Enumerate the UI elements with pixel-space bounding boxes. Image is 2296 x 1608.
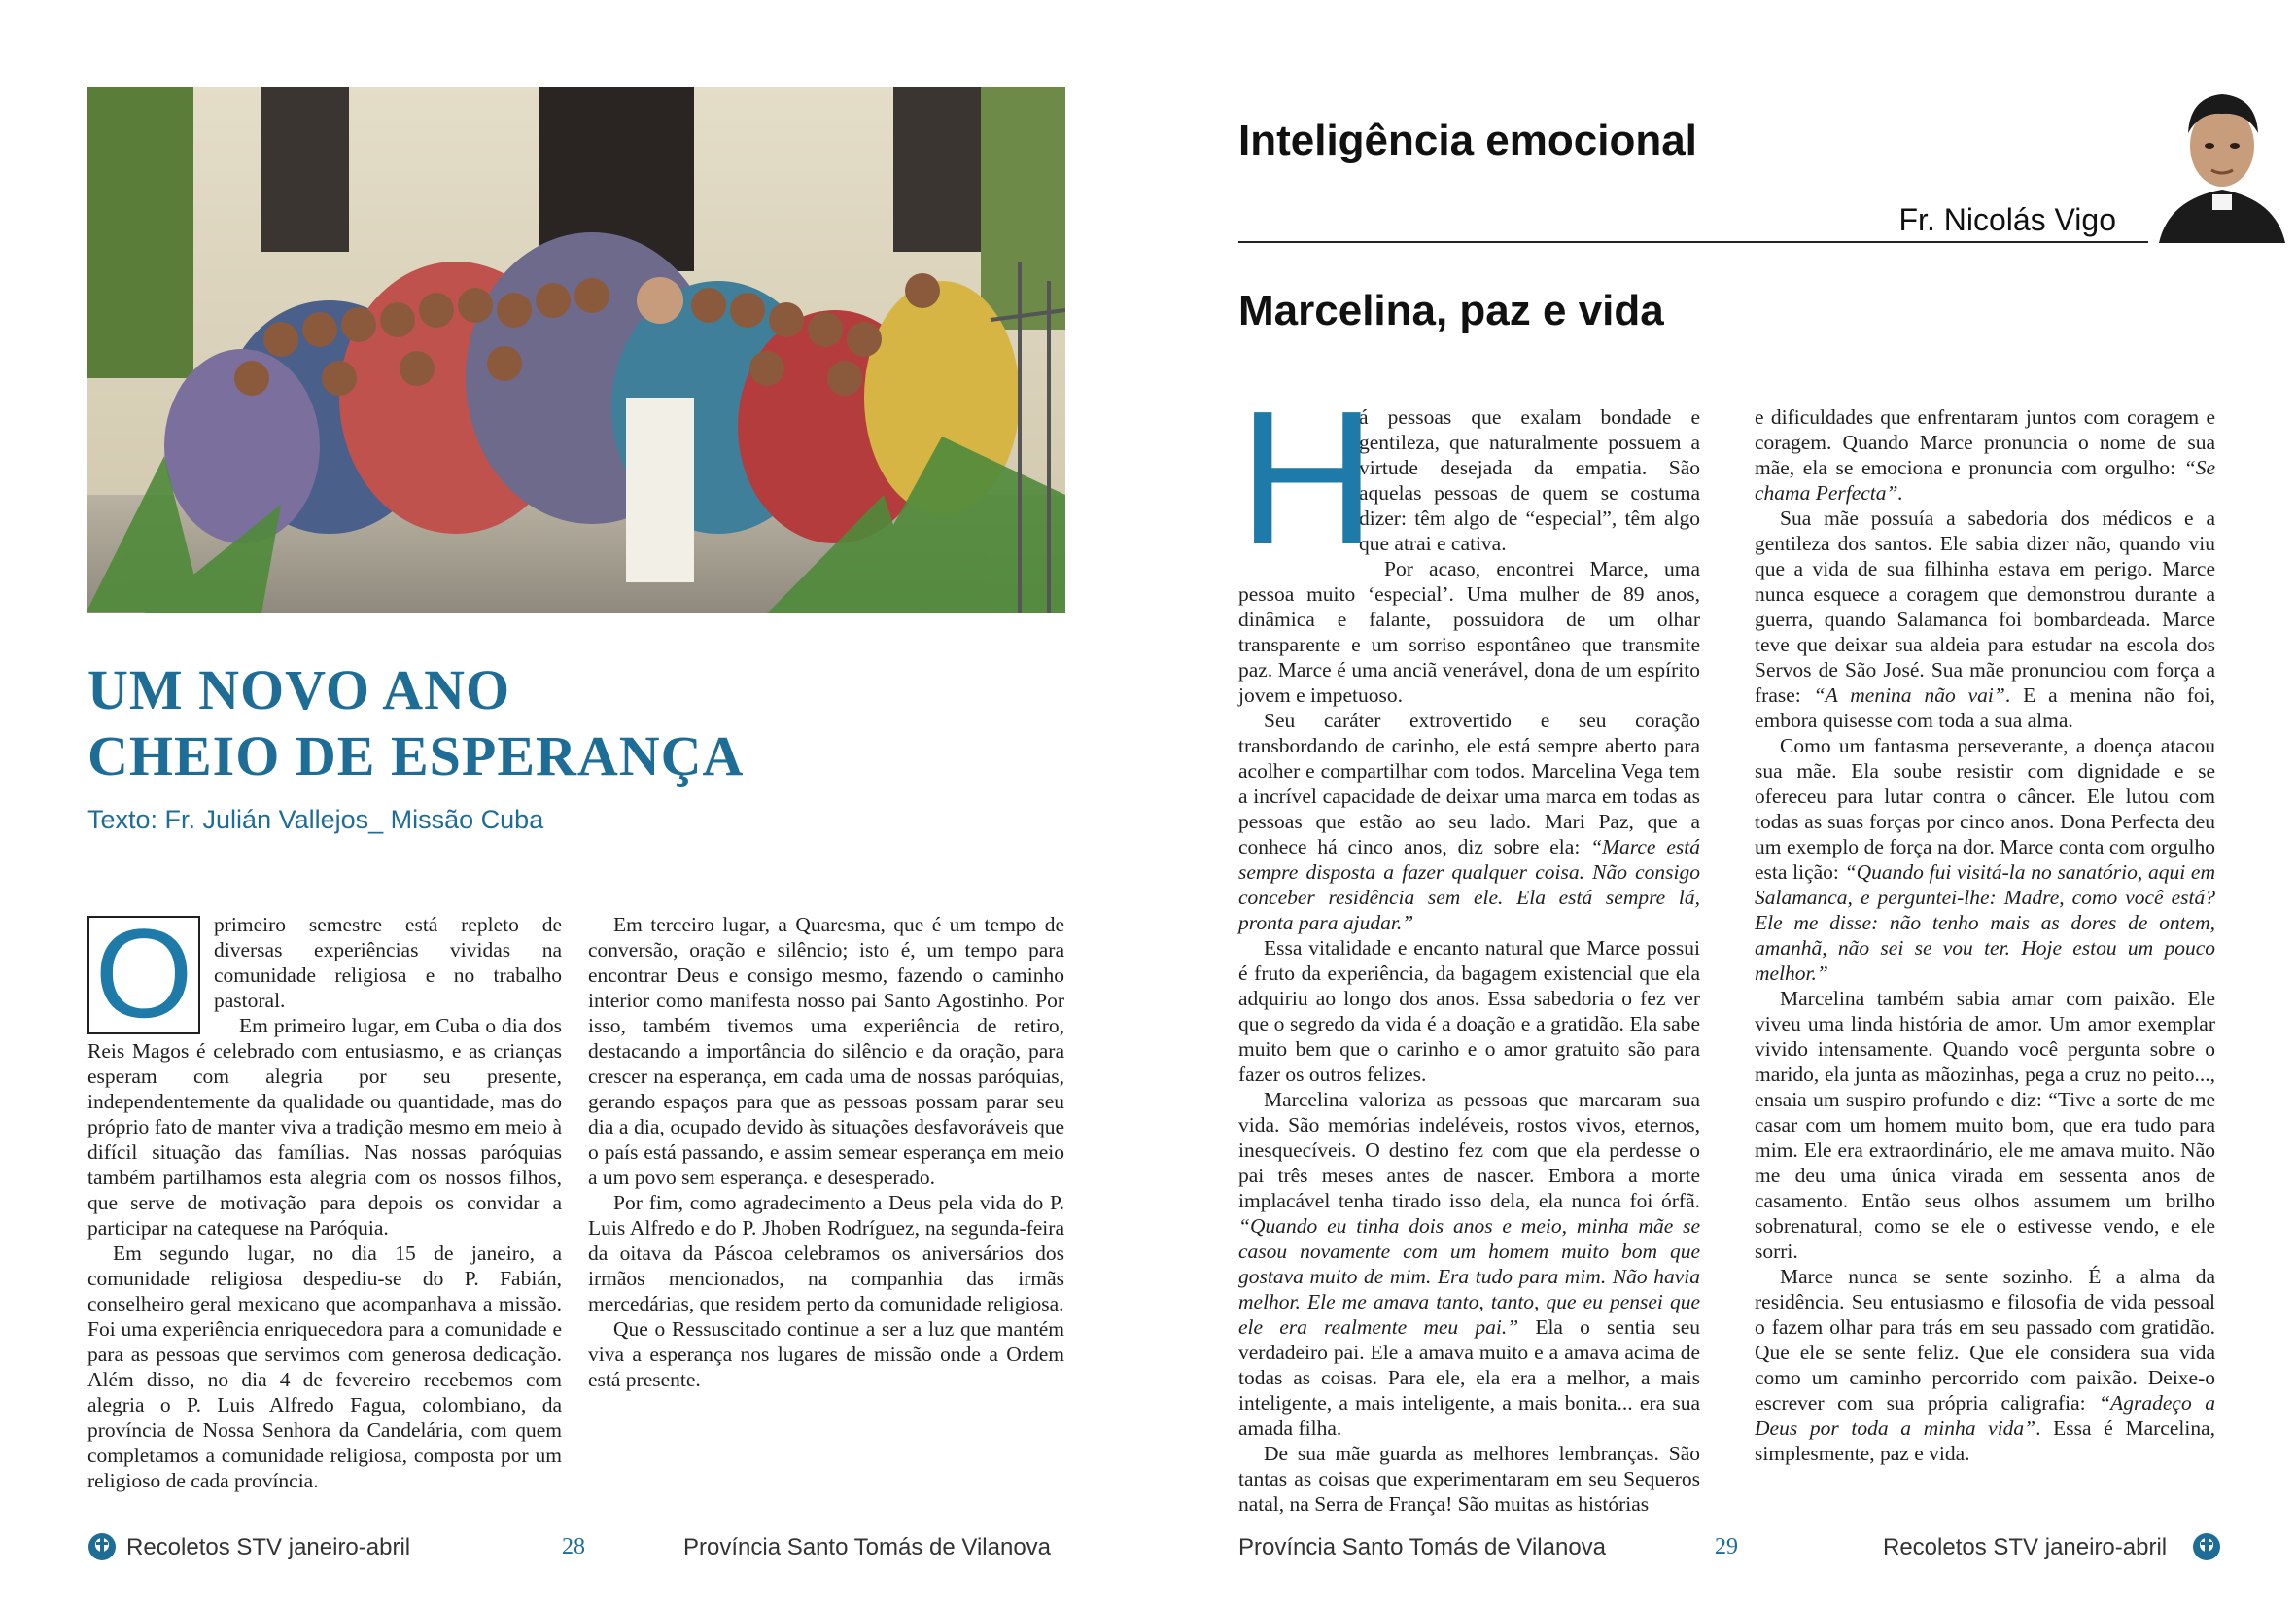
paragraph [1755,506,2215,733]
paragraph-text: Seu caráter extrovertido e seu coração transbordando de carinho, ele está sempre aberto para acolher e compartilhar com todos. Marcelina Vega tem a incrível capacidade de deixar uma marca em todas as pessoas que estão ao seu lado. Mari Paz, que a conhece há cinco anos, diz sobre ela: [1238,709,1700,858]
paragraph: Essa vitalidade e encanto natural que Marce possui é fruto da experiência, da bagagem existencial que ela adquiriu ao longo dos anos. Essa sabedoria o fez ver que o segredo da vida é a doação e a gratidão. Ela sabe muito bem que o carinho e o amor gratuito são para fazer os outros felizes. [1238,936,1700,1086]
paragraph [1755,733,2215,986]
article-title-line-1: UM NOVO ANO [87,658,511,721]
quote: “Marce está sempre disposta a fazer qualquer coisa. Não consigo conceber residência sem ele. Ela está sempre lá, pronta para ajudar.” [1238,835,1700,934]
page-number: 29 [1715,1534,1738,1559]
author-name: Fr. Nicolás Vigo [1898,202,2116,237]
article-title-line-2: CHEIO DE ESPERANÇA [87,724,745,787]
paragraph: Em primeiro lugar, em Cuba o dia dos Reis Magos é celebrado com entusiasmo, e as crianças esperam com alegria por seu presente, independentemente da qualidade ou quantidade, mas do próprio fato de manter viva a tradição mesmo em meio à difícil situação das famílias. Nas nossas paróquias também partilhamos esta alegria com os nossos filhos, que serve de motivação para depois os convidar a participar na catequese na Paróquia. [87,1014,562,1240]
dropcap-letter: H [1238,371,1376,584]
paragraph [1238,1087,1700,1441]
paragraph [1238,708,1700,935]
page-number: 28 [562,1534,585,1559]
text-column-1 [1238,371,1700,1517]
paragraph: Marcelina também sabia amar com paixão. Ele viveu uma linda história de amor. Um amor exemplar vivido intensamente. Quando você pergunta sobre o marido, ela junta as mãozinhas, pega a cruz no peito..., ensaia um suspiro profundo e diz: “Tive a sorte de me casar com um homem muito bom, que era tudo para mim. Ele era extraordinário, ele me amava muito. Não me deu uma única virada em sessenta anos de casamento. Então seus olhos assumem um brilho sobrenatural, como se ele o estivesse vendo, e ele sorri. [1755,987,2215,1263]
text-column-2 [588,912,1064,1392]
paragraph: Por fim, como agradecimento a Deus pela vida do P. Luis Alfredo e do P. Jhoben Rodríguez, na segunda-feira da oitava da Páscoa celebramos os aniversários dos irmãos mencionados, na companhia das irmãs mercedárias, que residem perto da comunidade religiosa. [588,1191,1064,1315]
paragraph: Que o Ressuscitado continue a ser a luz que mantém viva a esperança nos lugares de missão onde a Ordem está presente. [588,1317,1064,1391]
order-emblem-icon [2192,1532,2221,1561]
article-title: Marcelina, paz e vida [1238,287,1664,334]
dropcap-letter: O [94,902,193,1044]
text-column-1 [87,902,562,1493]
group-photo [87,87,1065,613]
paragraph: Por acaso, encontrei Marce, uma pessoa muito ‘especial’. Uma mulher de 89 anos, dinâmica e falante, possuidora de um olhar transparente e um sorriso espontâneo que transmite paz. Marce é uma anciã venerável, dona de um espírito jovem e impetuoso. [1238,557,1700,707]
paragraph [1755,404,2215,506]
paragraph-text: Ela o sentia seu verdadeiro pai. Ele a amava muito e a amava acima de todas as coisas. Para ele, ela era a melhor, a mais inteligente, a mais inteligente, a mais bonita... era sua amada filha. [1238,1315,1700,1440]
quote: “A menina não vai” [1813,683,2005,707]
quote: “Quando fui visitá-la no sanatório, aqui em Salamanca, e perguntei-lhe: Madre, como você está? Ele me disse: não tenho mais as dores de ontem, amanhã, não sei se vou ter. Hoje estou um pouco melhor.” [1755,860,2215,985]
quote: “Se chama Perfecta”. [1755,456,2215,505]
article-title [87,657,962,789]
right-page [1148,0,2296,1608]
dropcap [1238,371,1376,584]
text-column-2 [1755,404,2215,1466]
order-emblem-icon [87,1532,117,1561]
paragraph-text: e dificuldades que enfrentaram juntos com coragem e coragem. Quando Marce pronuncia o nome de sua mãe, ela se emociona e pronuncia com orgulho: [1755,405,2215,479]
paragraph [1755,1264,2215,1466]
footer-publication: Recoletos STV janeiro-abril [126,1534,411,1560]
paragraph-text: . Essa é Marcelina, simplesmente, paz e vida. [1755,1416,2215,1465]
paragraph: Em segundo lugar, no dia 15 de janeiro, a comunidade religiosa despediu-se do P. Fabián, conselheiro geral mexicano que acompanhava a missão. Foi uma experiência enriquecedora para a comunidade e para as pessoas que servimos com generosa dedicação. Além disso, no dia 4 de fevereiro recebemos com alegria o P. Luis Alfredo Fagua, colombiano, da província de Nossa Senhora da Candelária, com quem completamos a comunidade religiosa, composta por um religioso de cada província. [87,1241,562,1492]
paragraph-text: Sua mãe possuía a sabedoria dos médicos e a gentileza dos santos. Ele sabia dizer não, quando viu que a vida de sua filhinha estava em perigo. Marce nunca esquece a coragem que demonstrou durante a guerra, quando Salamanca foi bombardeada. Marce teve que deixar sua aldeia para estudar na escola dos Servos de São José. Sua mãe pronunciou com força a frase: [1755,507,2215,707]
paragraph-text: Como um fantasma perseverante, a doença atacou sua mãe. Ela soube resistir com dignidade e se ofereceu para lutar contra o câncer. Ele lutou com todas as suas forças por cinco anos. Dona Perfecta deu um exemplo de força na dor. Marce conta com orgulho esta lição: [1755,734,2215,884]
paragraph-text: Marce nunca se sente sozinho. É a alma da residência. Seu entusiasmo e filosofia de vida pessoal o fazem olhar para trás em seu passado com gratidão. Que ele se sente feliz. Que ele considera sua vida como um caminho percorrido com paixão. Deixe-o escrever com sua própria caligrafia: [1755,1265,2215,1415]
footer-province: Província Santo Tomás de Vilanova [1238,1534,1607,1560]
column-title: Inteligência emocional [1238,117,1697,164]
paragraph: primeiro semestre está repleto de diversas experiências vividas na comunidade religiosa e no trabalho pastoral. [214,913,562,1012]
footer-province: Província Santo Tomás de Vilanova [683,1534,1052,1560]
author-photo [2149,73,2295,243]
paragraph: De sua mãe guarda as melhores lembranças. São tantas as coisas que experimentaram em seu Sequeros natal, na Serra de França! São muitas as histórias [1238,1442,1700,1516]
quote: “Agradeço a Deus por toda a minha vida” [1755,1391,2215,1440]
paragraph: Em terceiro lugar, a Quaresma, que é um tempo de conversão, oração e silêncio; isto é, um tempo para encontrar Deus e consigo mesmo, fazendo o caminho interior como manifesta nosso pai Santo Agostinho. Por isso, também tivemos uma experiência de retiro, destacando a importância do silêncio e da oração, para crescer na esperança, em cada uma de nossas paróquias, gerando espaços para que as pessoas possam parar seu dia a dia, ocupado devido às situações desfavoráveis que o país está passando, e assim semear esperança em meio a um povo sem esperança. e desesperado. [588,913,1064,1189]
article-byline: Texto: Fr. Julián Vallejos_ Missão Cuba [87,805,544,834]
paragraph-text: . E a menina não foi, embora quisesse com toda a sua alma. [1755,683,2216,732]
paragraph: á pessoas que exalam bondade e gentileza, que naturalmente possuem a virtude desejada da empatia. São aquelas pessoas de quem se costuma dizer: têm algo de “especial”, têm algo que atrai e cativa. [1359,405,1700,555]
dropcap [87,902,200,1044]
paragraph-text: Marcelina valoriza as pessoas que marcaram sua vida. São memórias indeléveis, rostos vivos, eternos, inesquecíveis. O destino fez com que ela perdesse o pai três meses antes de nascer. Embora a morte implacável tenha tirado isso dela, ela nunca foi órfã. [1238,1088,1700,1212]
quote: “Quando eu tinha dois anos e meio, minha mãe se casou novamente com um homem muito bom que gostava muito de mim. Era tudo para mim. Não havia melhor. Ele me amava tanto, tanto, que eu pensei que ele era realmente meu pai.” [1238,1214,1700,1339]
divider [1238,241,2148,243]
footer-publication: Recoletos STV janeiro-abril [1883,1534,2168,1560]
